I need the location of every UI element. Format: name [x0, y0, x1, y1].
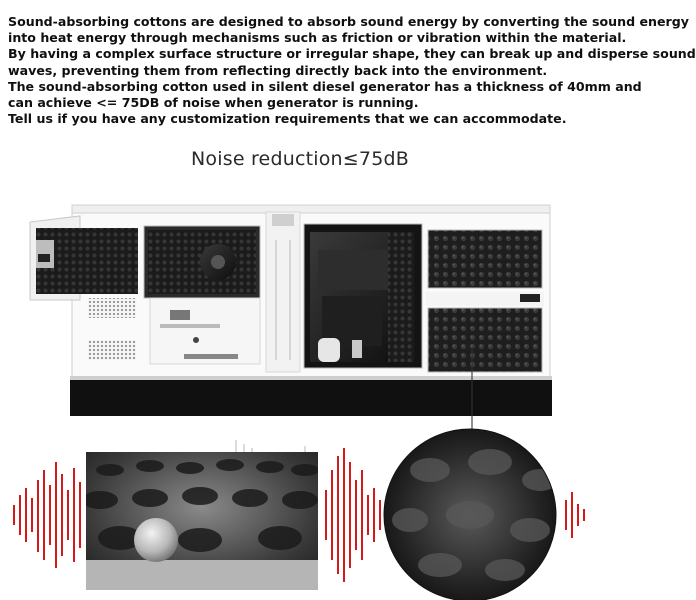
foam-closeup-right [384, 429, 558, 600]
description-line-6: can achieve <= 75DB of noise when generator is running. [8, 95, 419, 111]
description-line-3: By having a complex surface structure or irregular shape, they can break up and disperse sound [8, 46, 696, 62]
sound-waves-middle [326, 448, 380, 582]
description-line-5: The sound-absorbing cotton used in silent diesel generator has a thickness of 40mm and [8, 78, 642, 94]
sound-waves-right [566, 492, 584, 538]
right-foam-panels [426, 230, 544, 372]
description-line-1: Sound-absorbing cottons are designed to absorb sound energy by converting the sound energy [8, 14, 689, 29]
generator-image [30, 205, 552, 445]
description-line-4: waves, preventing them from reflecting directly back into the environment. [8, 62, 548, 78]
control-panel-door [144, 226, 260, 364]
left-open-door [30, 216, 138, 300]
engine-bay [304, 224, 422, 368]
description-line-2: into heat energy through mechanisms such as friction or vibration within the material. [8, 30, 627, 46]
foam-closeup-left [82, 452, 319, 590]
noise-reduction-headline: Noise reduction≤75dB [191, 148, 409, 170]
description-line-7: Tell us if you have any customization requirements that we can accommodate. [8, 111, 567, 127]
sound-waves-left [14, 462, 80, 568]
